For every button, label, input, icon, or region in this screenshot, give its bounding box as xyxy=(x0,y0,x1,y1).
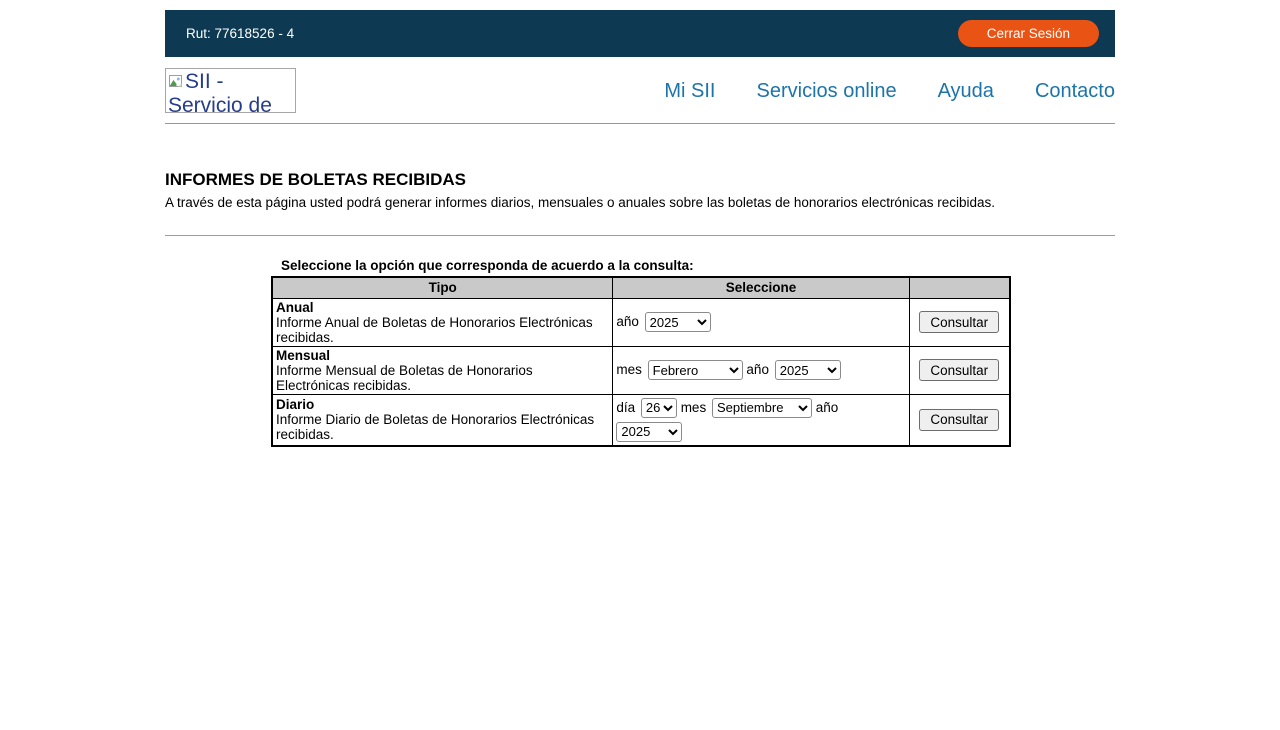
main-nav xyxy=(664,80,1115,103)
section-divider xyxy=(165,235,1115,236)
table-header-row xyxy=(272,277,1010,298)
diario-tipo-cell xyxy=(272,394,613,446)
mensual-month-label: mes xyxy=(616,362,642,377)
mensual-tipo-cell xyxy=(272,346,613,394)
header-seleccione: Seleccione xyxy=(613,277,909,298)
mensual-year-select[interactable] xyxy=(775,360,841,380)
mensual-select-cell xyxy=(613,346,909,394)
diario-year-select[interactable] xyxy=(616,422,682,442)
diario-description: Informe Diario de Boletas de Honorarios Electrónicas recibidas. xyxy=(276,412,595,442)
broken-image-icon xyxy=(168,73,184,95)
table-row-diario xyxy=(272,394,1010,446)
report-form-area xyxy=(271,258,1115,447)
mensual-button-cell xyxy=(909,346,1010,394)
anual-title: Anual xyxy=(276,299,314,315)
sii-logo-link[interactable] xyxy=(165,68,296,113)
page-container xyxy=(165,10,1115,447)
mensual-title: Mensual xyxy=(276,347,331,363)
header-tipo: Tipo xyxy=(272,277,613,298)
nav-contacto[interactable]: Contacto xyxy=(1034,80,1115,102)
header-action xyxy=(909,277,1010,298)
table-row-mensual xyxy=(272,346,1010,394)
diario-month-select[interactable] xyxy=(712,398,812,418)
diario-title: Diario xyxy=(276,397,315,412)
mensual-year-label: año xyxy=(746,362,769,377)
nav-ayuda[interactable]: Ayuda xyxy=(937,80,994,102)
report-options-table xyxy=(271,276,1011,447)
anual-button-cell xyxy=(909,298,1010,346)
diario-month-label: mes xyxy=(680,399,707,415)
diario-year-label: año xyxy=(815,399,839,415)
diario-button-cell xyxy=(909,394,1010,446)
diario-day-select[interactable] xyxy=(641,398,677,418)
sii-logo-broken-image xyxy=(165,68,296,113)
anual-tipo-cell xyxy=(272,298,613,346)
sii-logo-alt-text: SII - Servicio de xyxy=(168,70,272,113)
anual-select-cell xyxy=(613,298,909,346)
mensual-consultar-button[interactable]: Consultar xyxy=(919,359,999,381)
nav-mi-sii[interactable]: Mi SII xyxy=(664,80,716,102)
diario-day-label: día xyxy=(616,399,636,415)
logout-button[interactable]: Cerrar Sesión xyxy=(958,20,1099,47)
anual-year-label: año xyxy=(616,314,639,329)
table-row-anual xyxy=(272,298,1010,346)
anual-consultar-button[interactable]: Consultar xyxy=(919,311,999,333)
rut-label: Rut: 77618526 - 4 xyxy=(186,26,295,41)
session-topbar xyxy=(165,10,1115,57)
site-header xyxy=(165,57,1115,124)
nav-servicios-online[interactable]: Servicios online xyxy=(756,80,897,102)
anual-description: Informe Anual de Boletas de Honorarios Electrónicas recibidas. xyxy=(276,314,593,345)
mensual-month-select[interactable] xyxy=(648,360,743,380)
diario-consultar-button[interactable]: Consultar xyxy=(919,409,999,431)
form-instruction: Seleccione la opción que corresponda de acuerdo a la consulta: xyxy=(281,258,694,273)
diario-select-cell xyxy=(613,394,909,446)
anual-year-select[interactable] xyxy=(645,312,711,332)
mensual-description: Informe Mensual de Boletas de Honorarios Electrónicas recibidas. xyxy=(276,362,533,393)
page-description: A través de esta página usted podrá generar informes diarios, mensuales o anuales sobre las boletas de honorarios electrónicas recibidas. xyxy=(165,195,995,210)
page-title: INFORMES DE BOLETAS RECIBIDAS xyxy=(165,170,466,189)
